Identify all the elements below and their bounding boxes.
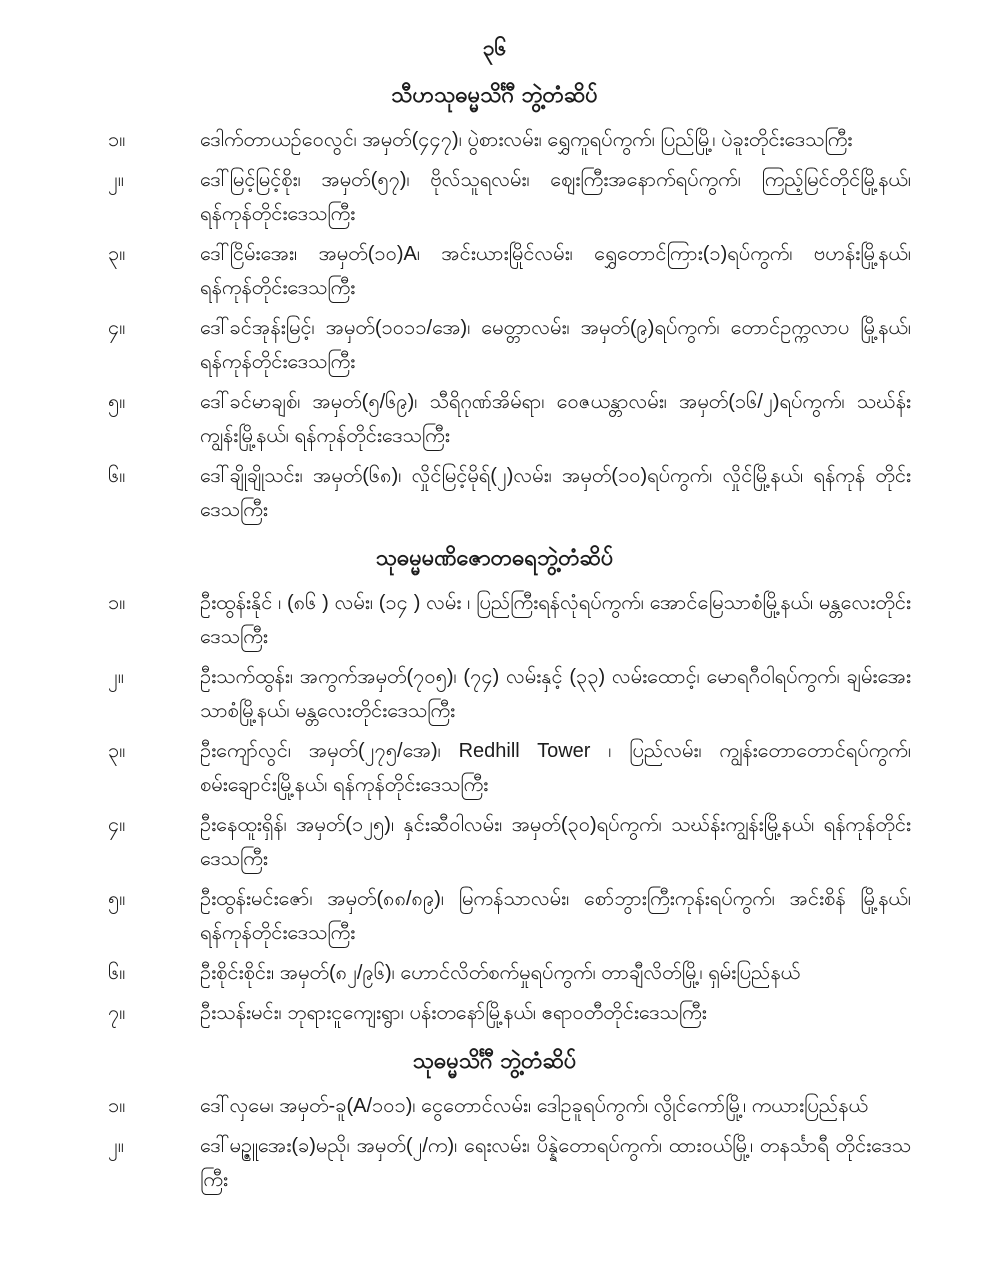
- item-text: ဦးသန်းမင်း၊ ဘုရားငူကျေးရွာ၊ ပန်းတနော်မြို့နယ်၊ ဧရာဝတီတိုင်းဒေသကြီး: [200, 1002, 707, 1024]
- item-number: ၂။: [108, 169, 124, 191]
- item-text: ဦးသက်ထွန်း၊ အကွက်အမှတ်(၇၀၅)၊ (၇၄) လမ်းနှင့် (၃၃) လမ်းထောင့်၊ မောရဂီဝါရပ်ကွက်၊ ချမ်းအေးသာစံမြို့နယ်၊ မန္တလေးတိုင်းဒေသကြီး: [200, 666, 911, 722]
- list-item: [108, 660, 911, 728]
- list-item: [108, 882, 911, 950]
- item-text: ဦးကျော်လွင်၊ အမှတ်(၂၇၅/အေ)၊ Redhill Tower ၊ ပြည်လမ်း၊ ကျွန်းတောတောင်ရပ်ကွက်၊ စမ်းချောင်းမြို့နယ်၊ ရန်ကုန်တိုင်းဒေသကြီး: [200, 740, 911, 796]
- item-number: ၂။: [108, 1135, 124, 1157]
- item-number: ၃။: [108, 740, 126, 762]
- item-text: ဒေါ်လှမေ၊ အမှတ်-ခူ(A/၁၀၁)၊ ငွေတောင်လမ်း၊ ဒေါဥခူရပ်ကွက်၊ လွိုင်ကော်မြို့၊ ကယားပြည်နယ်: [200, 1095, 868, 1117]
- list-item: [108, 385, 911, 453]
- item-text: ဒေါ်ငြိမ်းအေး၊ အမှတ်(၁၀)A၊ အင်းယားမြိုင်လမ်း၊ ရွှေတောင်ကြား(၁)ရပ်ကွက်၊ ဗဟန်းမြို့နယ်၊ ရန်ကုန်တိုင်းဒေသကြီး: [200, 243, 911, 299]
- item-number: ၅။: [108, 391, 126, 413]
- item-text: ဒေါက်တာယဉ်ဝေလွင်၊ အမှတ်(၄၄၇)၊ ပွဲစားလမ်း၊ ရွှေကူရပ်ကွက်၊ ပြည်မြို့၊ ပဲခူးတိုင်းဒေသကြီး: [200, 129, 853, 151]
- list-item: [108, 956, 911, 990]
- item-text: ဦးနေထူးရှိန်၊ အမှတ်(၁၂၅)၊ နှင်းဆီဝါလမ်း၊ အမှတ်(၃၀)ရပ်ကွက်၊ သဃ်န်းကျွန်းမြို့နယ်၊ ရန်ကုန်တိုင်းဒေသကြီး: [200, 814, 911, 870]
- item-text: ဒေါ်မြင့်မြင့်စိုး၊ အမှတ်(၅၇)၊ ဗိုလ်သူရလမ်း၊ ဈေးကြီးအနောက်ရပ်ကွက်၊ ကြည့်မြင်တိုင်မြို့နယ်၊ ရန်ကုန်တိုင်းဒေသကြီး: [200, 169, 911, 225]
- list-item: [108, 459, 911, 527]
- list-item: [108, 586, 911, 654]
- list-item: [108, 1129, 911, 1197]
- item-number: ၇။: [108, 1002, 126, 1024]
- item-number: ၁။: [108, 592, 126, 614]
- item-text: ဒေါ်ခင်အုန်းမြင့်၊ အမှတ်(၁၀၁၁/အေ)၊ မေတ္တာလမ်း၊ အမှတ်(၉)ရပ်ကွက်၊ တောင်ဥက္ကလာပ မြို့နယ်၊ ရန်ကုန်တိုင်းဒေသကြီး: [200, 317, 912, 373]
- list-item: [108, 996, 911, 1030]
- item-text: ဒေါ်မဉ္ဇူအေး(ခ)မညို၊ အမှတ်(၂/က)၊ ရေးလမ်း၊ ပိန္နဲတောရပ်ကွက်၊ ထားဝယ်မြို့၊ တနင်္သာရီ တိုင်းဒေသကြီး: [200, 1135, 911, 1191]
- item-text: ဦးထွန်းနိုင် ၊ (၈၆ ) လမ်း၊ (၁၄ ) လမ်း ၊ ပြည်ကြီးရန်လုံရပ်ကွက်၊ အောင်မြေသာစံမြို့နယ်၊ မန္တလေးတိုင်းဒေသကြီး: [200, 592, 911, 648]
- item-number: ၆။: [108, 465, 126, 487]
- item-text: ဒေါ်ခင်မာချစ်၊ အမှတ်(၅/၆၉)၊ သီရိဂုဏ်အိမ်ရာ၊ ဝေဇယန္တာလမ်း၊ အမှတ်(၁၆/၂)ရပ်ကွက်၊ သဃ်န်းကျွန်းမြို့နယ်၊ ရန်ကုန်တိုင်းဒေသကြီး: [200, 391, 911, 447]
- item-number: ၃။: [108, 243, 126, 265]
- item-number: ၄။: [108, 814, 126, 836]
- recipient-list-3: [0, 1089, 989, 1197]
- item-number: ၅။: [108, 888, 126, 910]
- item-number: ၂။: [108, 666, 124, 688]
- list-item: [108, 734, 911, 802]
- item-text: ဦးထွန်းမင်းဇော်၊ အမှတ်(၈၈/၈၉)၊ မြကန်သာလမ်း၊ စော်ဘွားကြီးကုန်းရပ်ကွက်၊ အင်းစိန် မြို့နယ်၊ ရန်ကုန်တိုင်းဒေသကြီး: [200, 888, 911, 944]
- recipient-list-2: [0, 586, 989, 1030]
- item-text: ဦးစိုင်းစိုင်း၊ အမှတ်(၈၂/၉၆)၊ ဟောင်လိတ်စက်မှုရပ်ကွက်၊ တာချီလိတ်မြို့၊ ရှမ်းပြည်နယ်: [200, 962, 801, 984]
- list-item: [108, 311, 911, 379]
- list-item: [108, 808, 911, 876]
- item-number: ၁။: [108, 1095, 126, 1117]
- recipient-list-1: [0, 123, 989, 527]
- item-number: ၆။: [108, 962, 126, 984]
- page-number: ၃၆: [482, 37, 507, 60]
- list-item: [108, 237, 911, 305]
- section-title-thudhamma-mani-zawtadhara: သုဓမ္မမဏိဇောတဓရဘွဲ့တံဆိပ်: [375, 545, 614, 570]
- list-item: [108, 1089, 911, 1123]
- list-item: [108, 123, 911, 157]
- item-text: ဒေါ်ချိုချိုသင်း၊ အမှတ်(၆၈)၊ လှိုင်မြင့်မိုရ်(၂)လမ်း၊ အမှတ်(၁၀)ရပ်ကွက်၊ လှိုင်မြို့နယ်၊ ရန်ကုန် တိုင်းဒေသကြီး: [200, 465, 911, 521]
- section-title-thudhamma-theingi: သုဓမ္မသိင်္ဂီ ဘွဲ့တံဆိပ်: [412, 1048, 577, 1073]
- item-number: ၄။: [108, 317, 126, 339]
- section-title-thiha-thudhamma-theingi: သီဟသုဓမ္မသိင်္ဂီ ဘွဲ့တံဆိပ်: [391, 82, 598, 107]
- list-item: [108, 163, 911, 231]
- item-number: ၁။: [108, 129, 126, 151]
